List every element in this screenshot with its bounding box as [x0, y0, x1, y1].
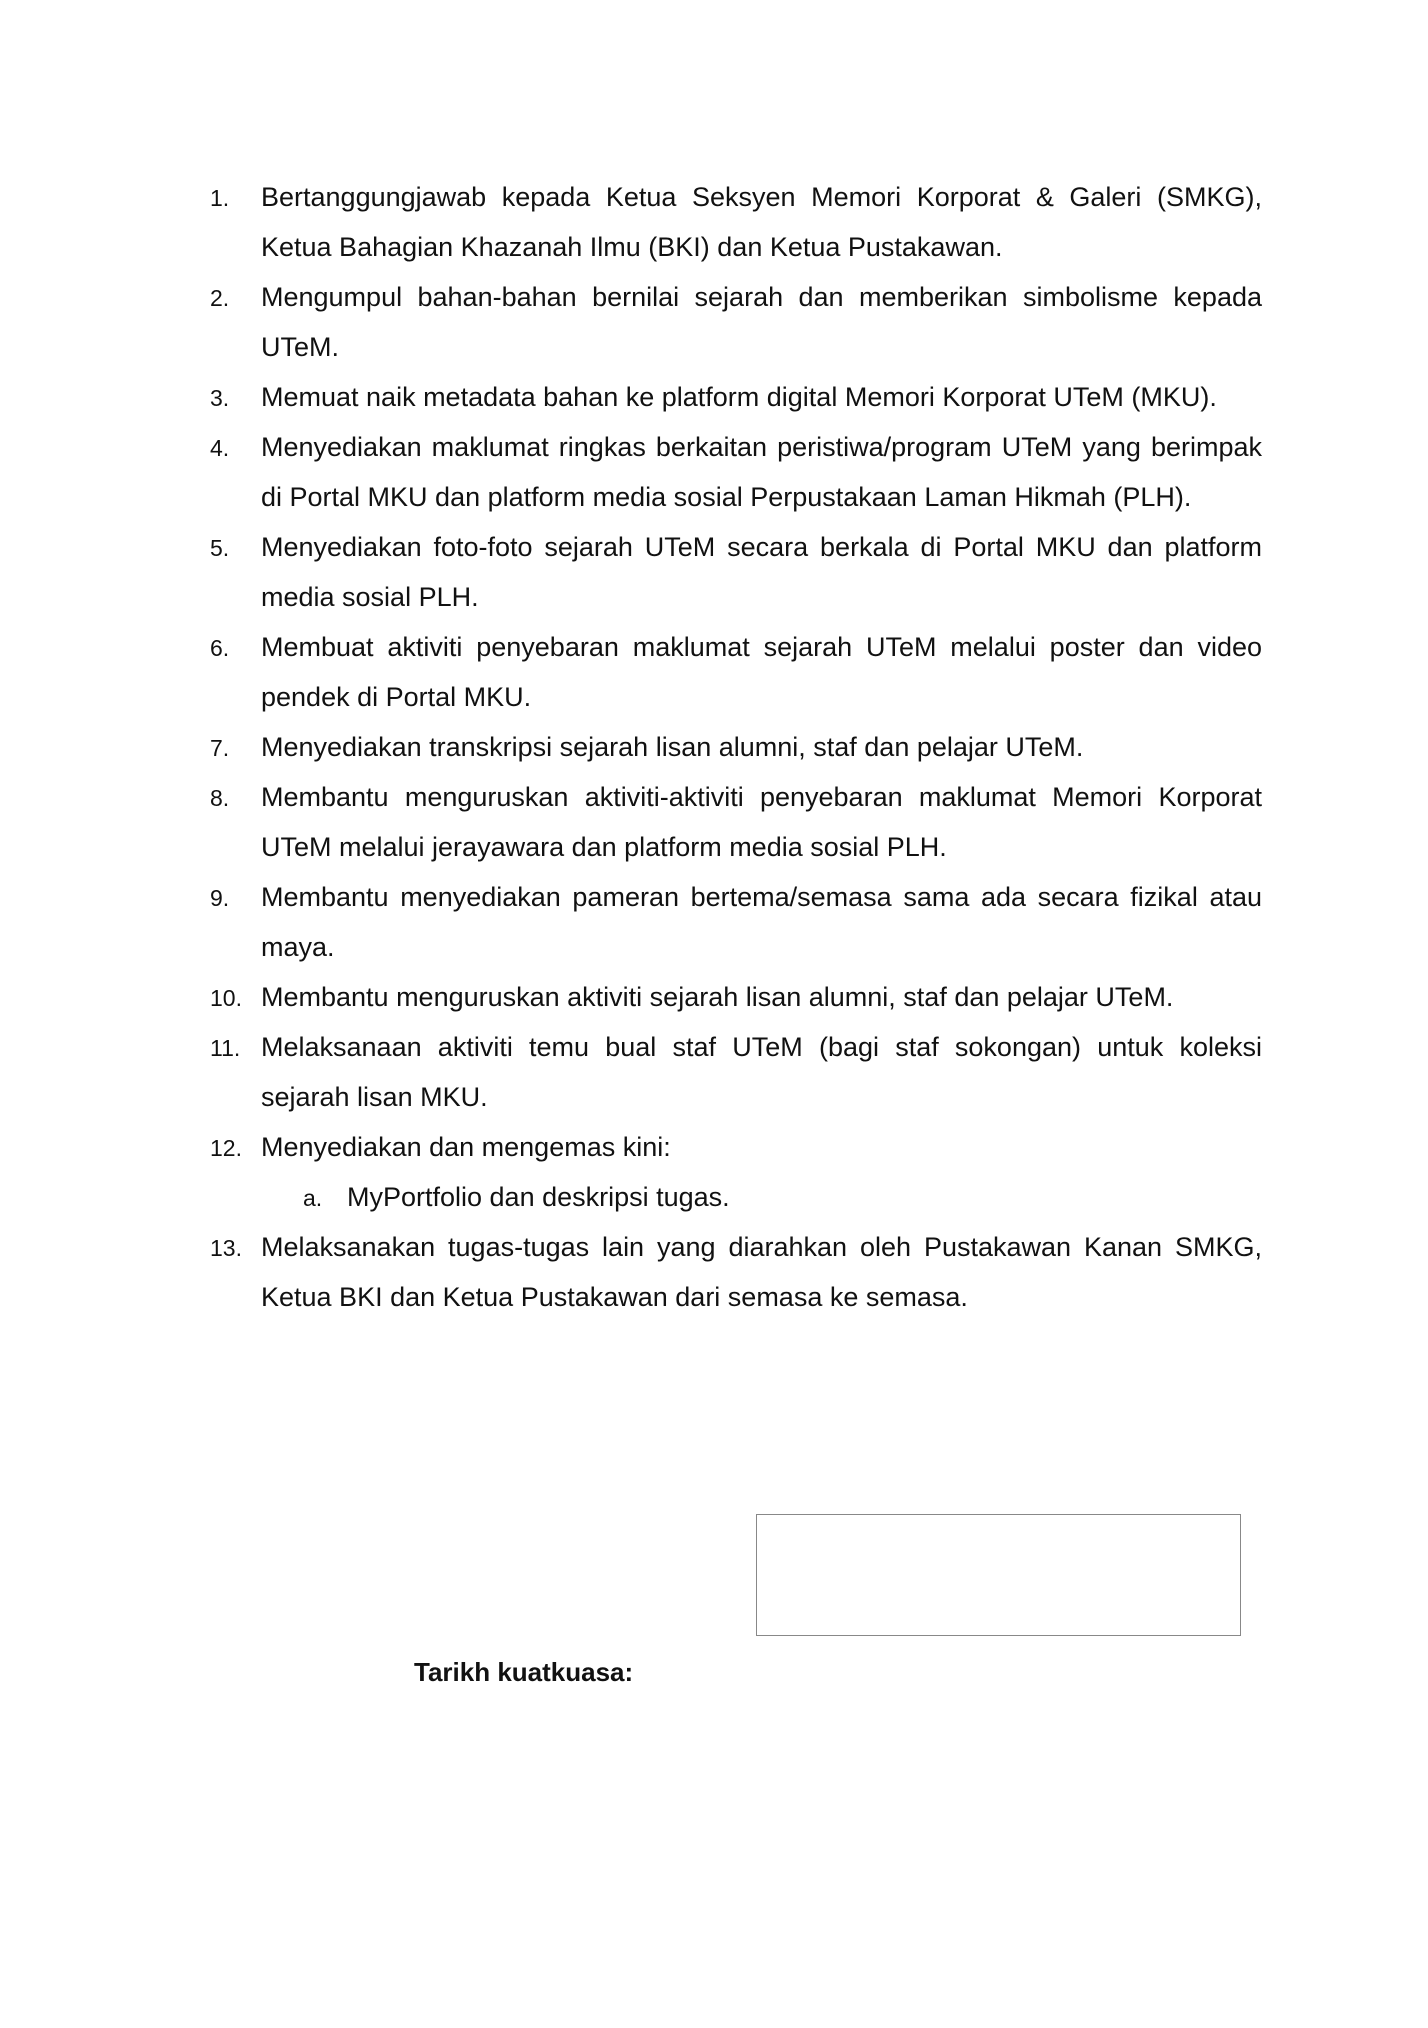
- duty-number: 5.: [210, 535, 230, 561]
- duty-item-1: [210, 172, 1262, 272]
- sub-list: [261, 1172, 1262, 1222]
- duty-text: Memuat naik metadata bahan ke platform digital Memori Korporat UTeM (MKU).: [261, 382, 1217, 412]
- duty-number: 1.: [210, 185, 230, 211]
- duty-item-12: [210, 1122, 1262, 1222]
- duty-number: 2.: [210, 285, 230, 311]
- duty-number: 10.: [210, 985, 242, 1011]
- duty-list: [210, 172, 1262, 1322]
- duty-text: Membantu menguruskan aktiviti-aktiviti penyebaran maklumat Memori Korporat UTeM melalui jerayawara dan platform media sosial PLH.: [261, 782, 1262, 862]
- duty-text: Menyediakan maklumat ringkas berkaitan peristiwa/program UTeM yang berimpak di Portal MKU dan platform media sosial Perpustakaan Laman Hikmah (PLH).: [261, 432, 1262, 512]
- duty-text: Melaksanakan tugas-tugas lain yang diarahkan oleh Pustakawan Kanan SMKG, Ketua BKI dan Ketua Pustakawan dari semasa ke semasa.: [261, 1232, 1262, 1312]
- duty-number: 8.: [210, 785, 230, 811]
- duty-item-11: [210, 1022, 1262, 1122]
- duty-number: 12.: [210, 1135, 242, 1161]
- duty-item-8: [210, 772, 1262, 872]
- duty-item-7: [210, 722, 1262, 772]
- sub-item-a: [261, 1172, 1262, 1222]
- sub-letter: a.: [303, 1185, 323, 1211]
- duty-text: Melaksanaan aktiviti temu bual staf UTeM (bagi staf sokongan) untuk koleksi sejarah lisan MKU.: [261, 1032, 1262, 1112]
- duty-item-4: [210, 422, 1262, 522]
- duty-item-3: [210, 372, 1262, 422]
- duty-number: 6.: [210, 635, 230, 661]
- duty-text: Bertanggungjawab kepada Ketua Seksyen Memori Korporat & Galeri (SMKG), Ketua Bahagian Khazanah Ilmu (BKI) dan Ketua Pustakawan.: [261, 182, 1262, 262]
- effective-date-label: Tarikh kuatkuasa:: [414, 1657, 634, 1687]
- duty-number: 7.: [210, 735, 230, 761]
- duty-text: Mengumpul bahan-bahan bernilai sejarah dan memberikan simbolisme kepada UTeM.: [261, 282, 1262, 362]
- duty-text: Membantu menguruskan aktiviti sejarah lisan alumni, staf dan pelajar UTeM.: [261, 982, 1174, 1012]
- duty-text: Menyediakan dan mengemas kini:: [261, 1132, 671, 1162]
- duty-text: Membantu menyediakan pameran bertema/semasa sama ada secara fizikal atau maya.: [261, 882, 1262, 962]
- sub-text: MyPortfolio dan deskripsi tugas.: [347, 1182, 730, 1212]
- duty-text: Menyediakan transkripsi sejarah lisan alumni, staf dan pelajar UTeM.: [261, 732, 1084, 762]
- duty-item-13: [210, 1222, 1262, 1322]
- duty-text: Membuat aktiviti penyebaran maklumat sejarah UTeM melalui poster dan video pendek di Portal MKU.: [261, 632, 1262, 712]
- duty-number: 3.: [210, 385, 230, 411]
- duty-item-5: [210, 522, 1262, 622]
- duty-item-10: [210, 972, 1262, 1022]
- duty-number: 11.: [210, 1035, 241, 1061]
- duty-item-2: [210, 272, 1262, 372]
- duty-item-6: [210, 622, 1262, 722]
- duty-item-9: [210, 872, 1262, 972]
- duty-number: 9.: [210, 885, 230, 911]
- signature-box: [756, 1514, 1241, 1636]
- duty-text: Menyediakan foto-foto sejarah UTeM secara berkala di Portal MKU dan platform media sosial PLH.: [261, 532, 1262, 612]
- duty-number: 4.: [210, 435, 230, 461]
- duty-number: 13.: [210, 1235, 242, 1261]
